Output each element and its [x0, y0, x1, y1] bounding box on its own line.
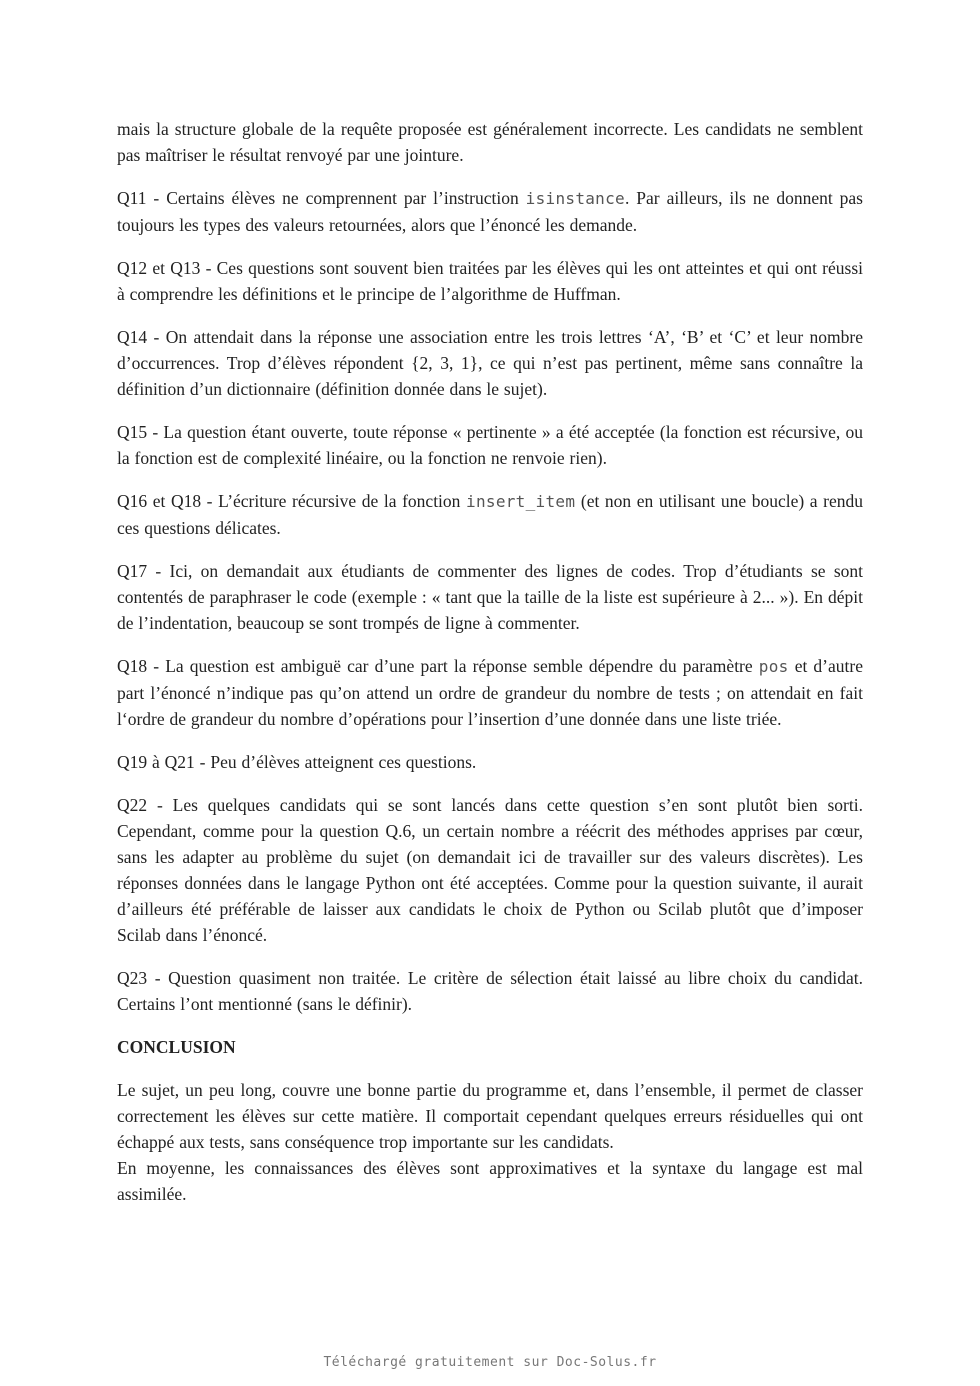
q16-text-end: (et non en utilisant une boucle) a rendu ces questions délicates. — [117, 491, 863, 538]
paragraph-q22: Q22 - Les quelques candidats qui se sont lancés dans cette question s’en sont plutôt bien sorti. Cependant, comme pour la question Q.6, un certain nombre a réécrit des méthodes apprises par cœur, sans les adapter au problème du sujet (on demandait ici de travailler sur des valeurs discrètes). Les réponses données dans le langage Python ont été acceptées. Comme pour la question suivante, il aurait d’ailleurs été préférable de laisser aux candidats le choix de Python ou Scilab plutôt que d’imposer Scilab dans l’énoncé. — [117, 795, 863, 945]
paragraph-q11 — [117, 185, 863, 238]
q16-text-start: Q16 et Q18 - L’écriture récursive de la fonction — [117, 491, 467, 511]
paragraph-sql-continuation: mais la structure globale de la requête proposée est généralement incorrecte. Les candidats ne semblent pas maîtriser le résultat renvoyé par une jointure. — [117, 119, 863, 165]
conclusion-paragraph-2: En moyenne, les connaissances des élèves sont approximatives et la syntaxe du langage est mal assimilée. — [117, 1158, 863, 1204]
code-pos: pos — [758, 657, 789, 676]
code-isinstance: isinstance — [525, 189, 625, 208]
paragraph-q19-q21: Q19 à Q21 - Peu d’élèves atteignent ces questions. — [117, 752, 477, 772]
paragraph-q18 — [117, 653, 863, 732]
footer-download-notice: Téléchargé gratuitement sur Doc-Solus.fr — [323, 1355, 657, 1370]
q18-text-end: et d’autre part l’énoncé n’indique pas qu’on attend un ordre de grandeur du nombre de tests ; on attendait en fait l‘ordre de grandeur du nombre d’opérations pour l’insertion d’une donnée dans une liste triée. — [117, 656, 863, 729]
q18-text-start: Q18 - La question est ambiguë car d’une part la réponse semble dépendre du paramètre — [117, 656, 759, 676]
paragraph-q14: Q14 - On attendait dans la réponse une association entre les trois lettres ‘A’, ‘B’ et ‘C’ et leur nombre d’occurrences. Trop d’élèves répondent {2, 3, 1}, ce qui n’est pas pertinent, même sans connaître la définition d’un dictionnaire (définition donnée dans le sujet). — [117, 327, 863, 399]
conclusion-paragraph-1: Le sujet, un peu long, couvre une bonne partie du programme et, dans l’ensemble, il permet de classer correctement les élèves sur cette matière. Il comportait cependant quelques erreurs résiduelles qui ont échappé aux tests, sans conséquence trop importante sur les candidats. — [117, 1080, 863, 1152]
paragraph-q16-q18 — [117, 488, 863, 541]
paragraph-q12-q13: Q12 et Q13 - Ces questions sont souvent bien traitées par les élèves qui les ont atteintes et qui ont réussi à comprendre les définitions et le principe de l’algorithme de Huffman. — [117, 258, 863, 304]
q11-text-end: . Par ailleurs, ils ne donnent pas toujours les types des valeurs retournées, alors que l’énoncé les demande. — [117, 188, 863, 235]
paragraph-q17: Q17 - Ici, on demandait aux étudiants de commenter des lignes de codes. Trop d’étudiants se sont contentés de paraphraser le code (exemple : « tant que la taille de la liste est supérieure à 2... »). En dépit de l’indentation, beaucoup se sont trompés de ligne à commenter. — [117, 561, 863, 633]
paragraph-q23: Q23 - Question quasiment non traitée. Le critère de sélection était laissé au libre choix du candidat. Certains l’ont mentionné (sans le définir). — [117, 968, 863, 1014]
code-insert-item: insert_item — [466, 492, 576, 511]
document-body — [117, 116, 863, 1224]
paragraph-q15: Q15 - La question étant ouverte, toute réponse « pertinente » a été acceptée (la fonction est récursive, ou la fonction est de complexité linéaire, ou la fonction ne renvoie rien). — [117, 422, 863, 468]
conclusion-heading: CONCLUSION — [117, 1037, 236, 1057]
q11-text-start: Q11 - Certains élèves ne comprennent par l’instruction — [117, 188, 526, 208]
